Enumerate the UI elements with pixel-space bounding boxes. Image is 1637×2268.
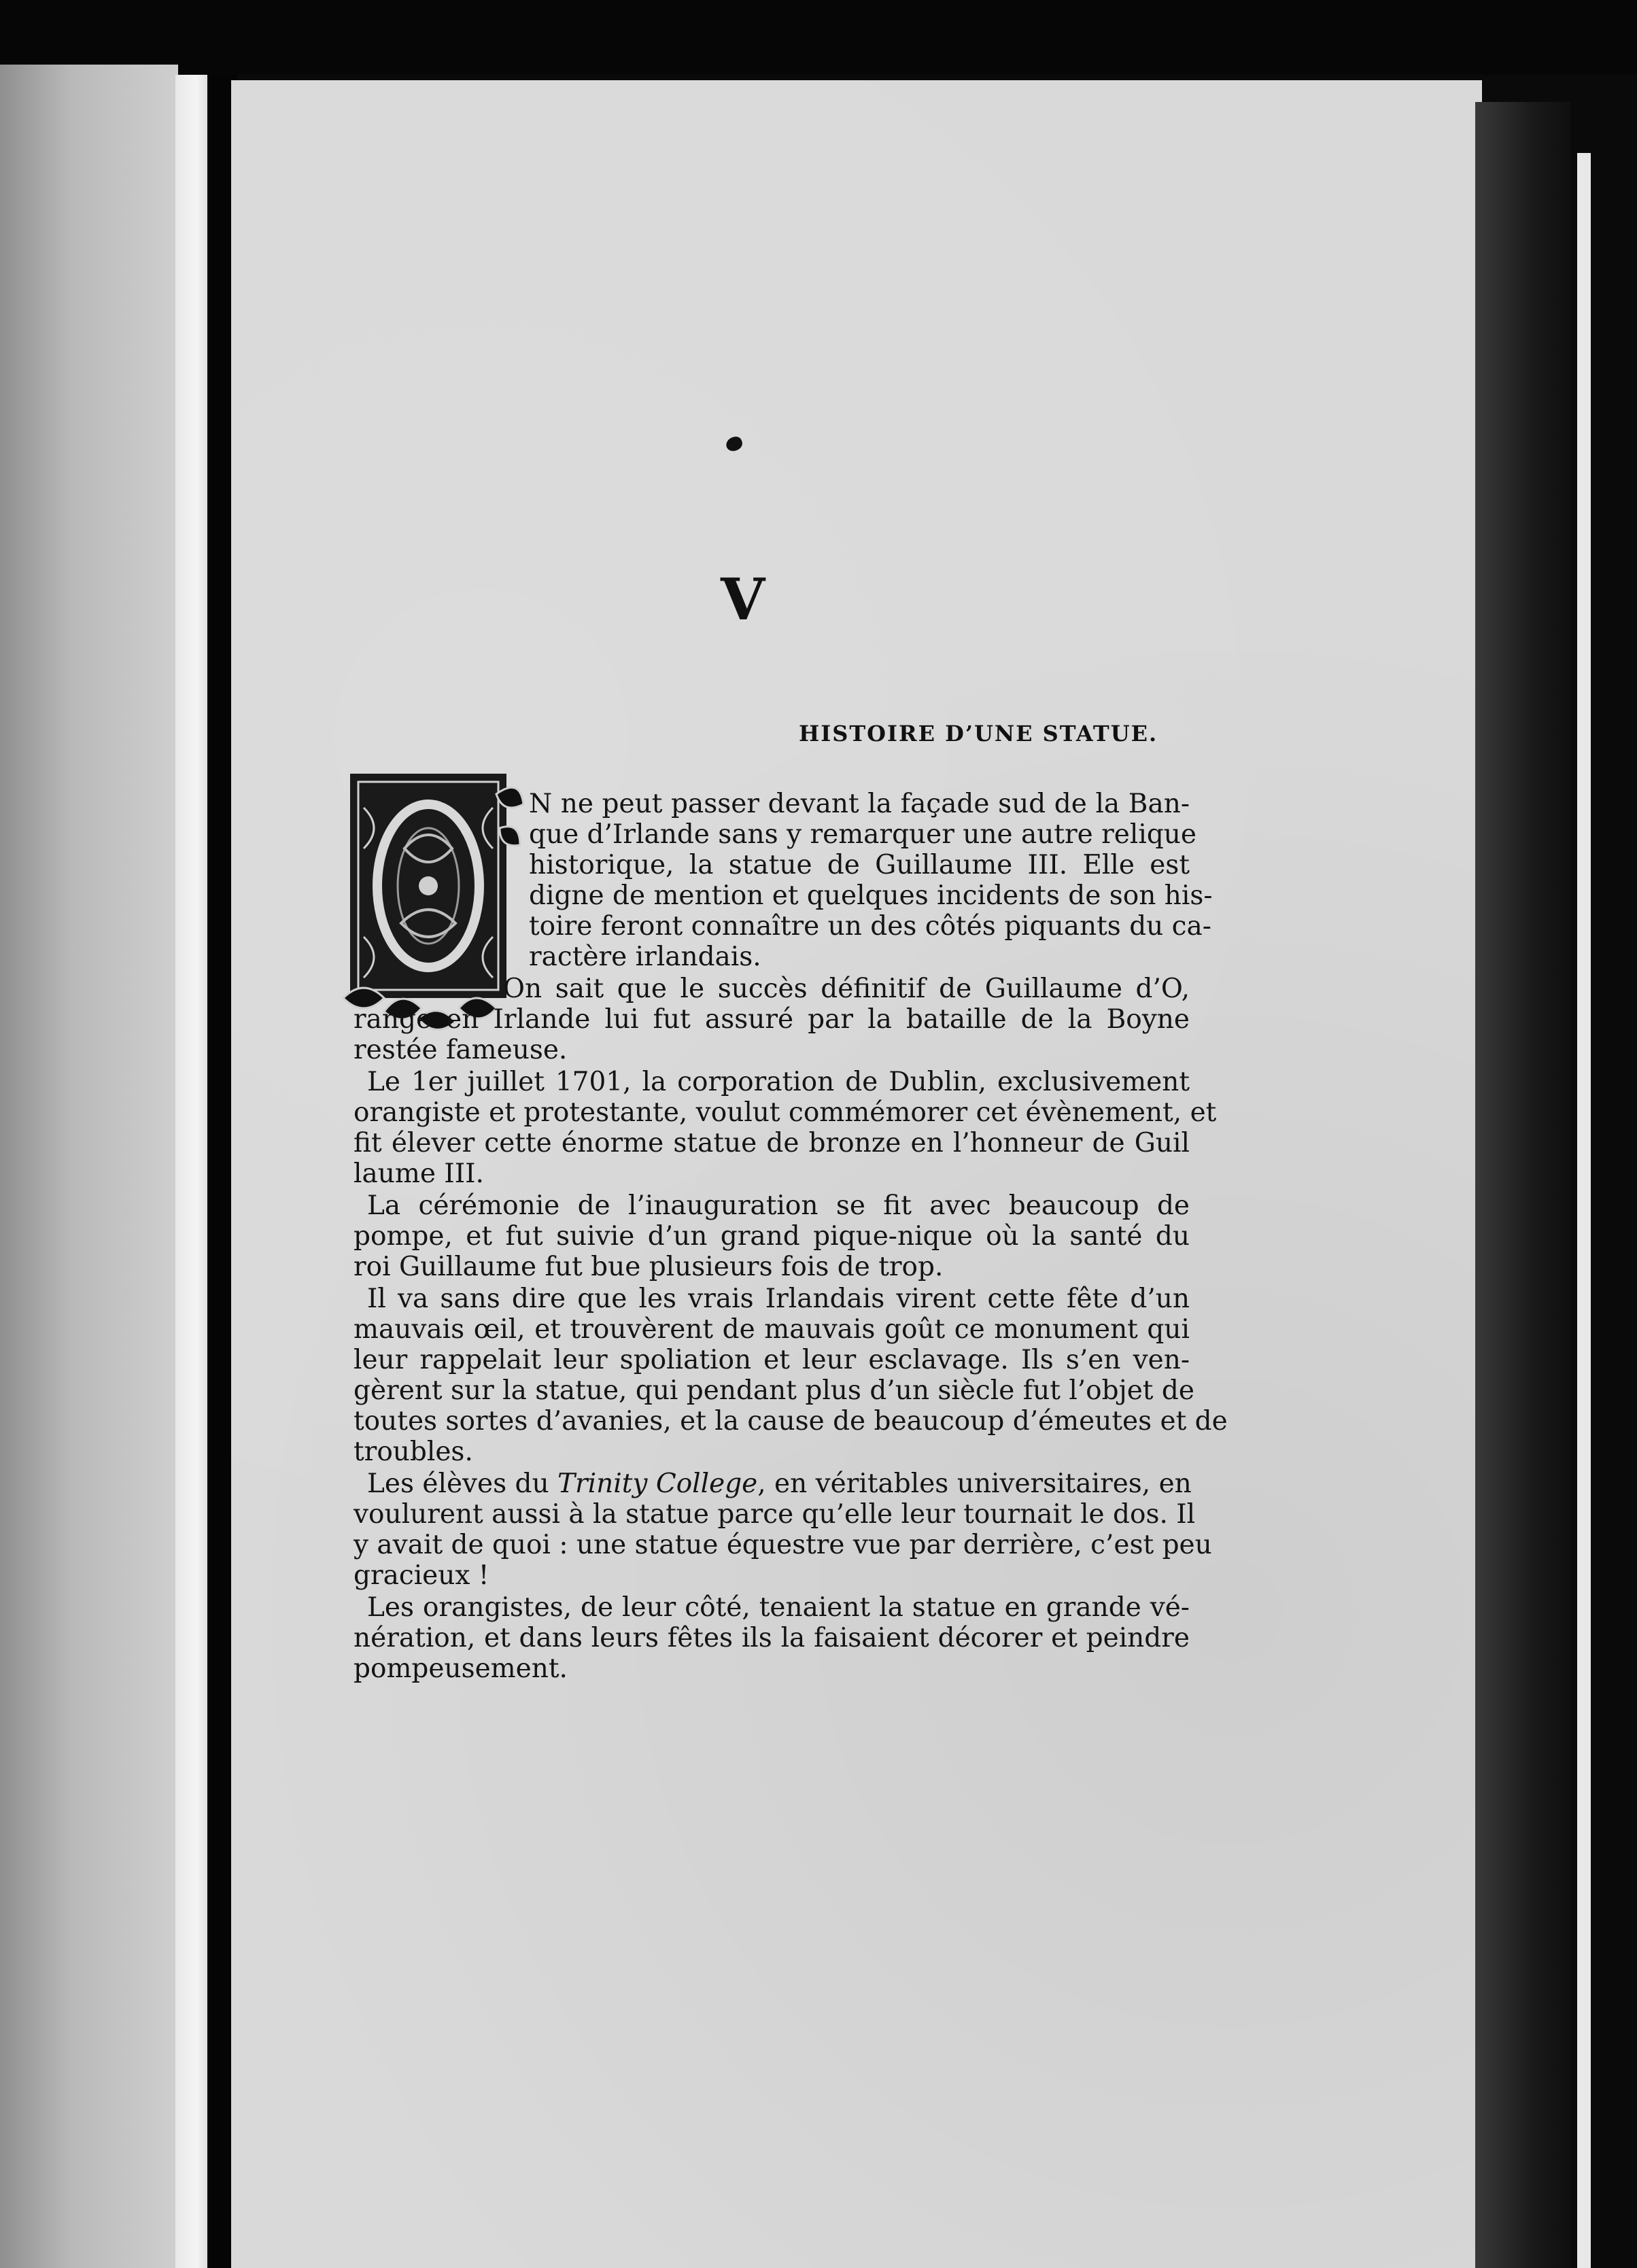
next-page-edge [1577,153,1591,2268]
text-segment: Les élèves du [367,1468,558,1499]
text-line: gèrent sur la statue, qui pendant plus d’un siècle fut l’objet de [354,1375,1194,1406]
text-line: troubles. [354,1437,473,1467]
facing-page-left [0,65,178,2268]
chapter-number: V [721,566,765,633]
text-line: gracieux ! [354,1560,489,1591]
text-line: nération, et dans leurs fêtes ils la faisaient décorer et peindre [354,1623,1190,1653]
text-line: N ne peut passer devant la façade sud de la Ban- [529,789,1190,819]
text-line: La cérémonie de l’inauguration se fit avec beaucoup de [367,1190,1190,1221]
chapter-body [354,789,1228,1684]
text-line: restée fameuse. [354,1035,568,1065]
page-right-shadow [1475,102,1570,2268]
text-line: leur rappelait leur spoliation et leur esclavage. Ils s’en ven- [354,1345,1190,1375]
chapter-title: HISTOIRE D’UNE STATUE. [799,721,1158,746]
text-line: On sait que le succès définitif de Guillaume d’O, [503,974,1190,1004]
text-line [367,1468,1190,1499]
text-line: toire feront connaître un des côtés piquants du ca- [529,911,1211,942]
text-line: laume III. [354,1158,484,1189]
text-line: orangiste et protestante, voulut commémorer cet évènement, et [354,1097,1217,1128]
text-line: toutes sortes d’avanies, et la cause de beaucoup d’émeutes et de [354,1406,1228,1437]
text-line: Il va sans dire que les vrais Irlandais virent cette fête d’un [367,1284,1190,1314]
text-line: pompeusement. [354,1653,568,1684]
text-line: Les orangistes, de leur côté, tenaient la statue en grande vé- [367,1592,1190,1623]
text-line: digne de mention et quelques incidents de son his- [529,880,1213,911]
text-line: roi Guillaume fut bue plusieurs fois de trop. [354,1252,944,1282]
text-line: range en Irlande lui fut assuré par la bataille de la Boyne [354,1004,1190,1035]
text-line: pompe, et fut suivie d’un grand pique-nique où la santé du [354,1221,1190,1252]
text-line: mauvais œil, et trouvèrent de mauvais goût ce monument qui [354,1314,1190,1345]
facing-page-edge [175,75,211,2268]
text-line: voulurent aussi à la statue parce qu’elle leur tournait le dos. Il [354,1499,1196,1530]
text-line: fit élever cette énorme statue de bronze en l’honneur de Guil [354,1128,1190,1158]
text-line: que d’Irlande sans y remarquer une autre relique [529,819,1196,850]
text-line: historique, la statue de Guillaume III. Elle est [529,850,1190,880]
scan-top-border [0,0,1637,75]
text-segment: , en véritables universitaires, en [757,1468,1192,1499]
college-name: Trinity College [557,1468,758,1499]
text-line: Le 1er juillet 1701, la corporation de Dublin, exclusivement [367,1067,1190,1097]
text-line: y avait de quoi : une statue équestre vue par derrière, c’est peu [354,1530,1212,1560]
text-line: ractère irlandais. [529,942,761,972]
